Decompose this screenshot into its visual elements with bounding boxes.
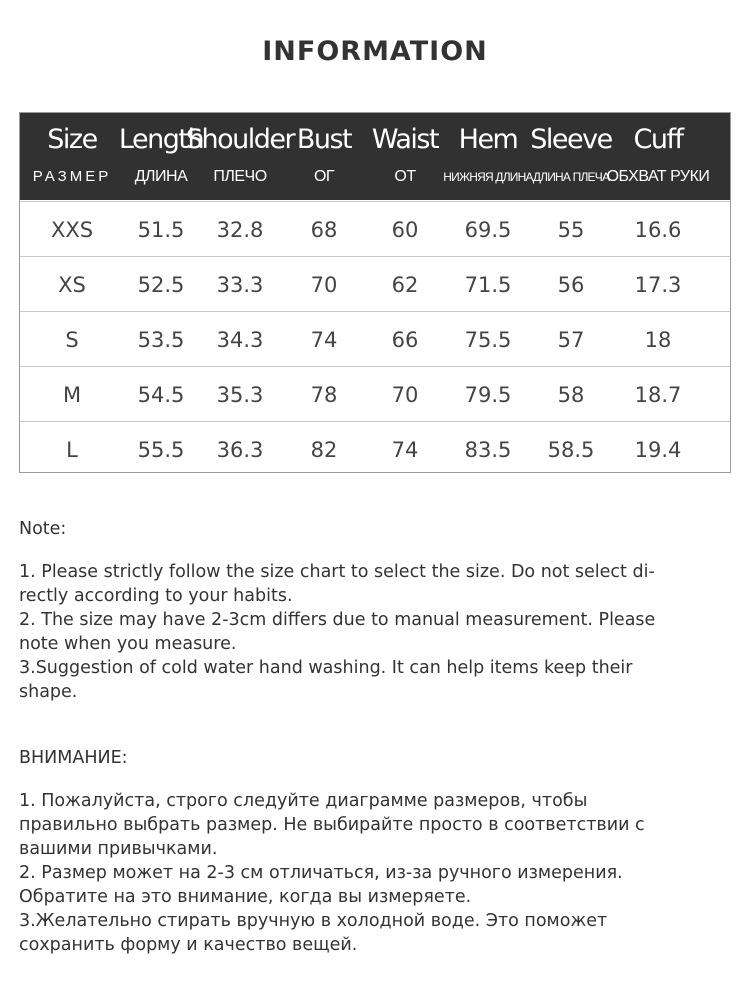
note-line: 2. The size may have 2-3cm differs due to manual measurement. Please — [19, 610, 656, 630]
note-heading: Note: — [19, 519, 67, 539]
attention-line: 1. Пожалуйста, строго следуйте диаграмме размеров, чтобы — [19, 791, 588, 811]
cell-size: XXS — [50, 218, 94, 242]
attention-line: 3.Желательно стирать вручную в холодной воде. Это поможет — [19, 911, 608, 931]
table-row — [20, 201, 730, 256]
cell-sleeve: 55 — [557, 218, 585, 242]
header-hem-ru: НИЖНЯЯ ДЛИНА — [443, 170, 533, 184]
cell-bust: 70 — [310, 273, 338, 297]
attention-line: правильно выбрать размер. Не выбирайте просто в соответствии с — [19, 815, 645, 835]
header-waist-en: Waist — [371, 124, 439, 155]
note-line: 3.Suggestion of cold water hand washing. It can help items keep their — [19, 658, 633, 678]
header-cuff-en: Cuff — [633, 124, 683, 155]
cell-waist: 74 — [391, 438, 419, 462]
cell-hem: 83.5 — [464, 438, 512, 462]
cell-size: L — [66, 438, 78, 462]
page-title: INFORMATION — [262, 36, 488, 67]
cell-size: M — [62, 383, 82, 407]
header-bust-en: Bust — [296, 124, 352, 155]
cell-length: 52.5 — [137, 273, 185, 297]
cell-length: 51.5 — [137, 218, 185, 242]
cell-cuff: 18.7 — [634, 383, 682, 407]
attention-line: вашими привычками. — [19, 839, 218, 859]
cell-length: 54.5 — [137, 383, 185, 407]
cell-length: 55.5 — [137, 438, 185, 462]
cell-sleeve: 58.5 — [547, 438, 595, 462]
header-cuff — [606, 113, 710, 200]
cell-size: S — [65, 328, 79, 352]
table-row — [20, 311, 730, 366]
cell-waist: 60 — [391, 218, 419, 242]
table-row — [20, 421, 730, 476]
cell-cuff: 17.3 — [634, 273, 682, 297]
cell-length: 53.5 — [137, 328, 185, 352]
cell-cuff: 18 — [644, 328, 672, 352]
cell-hem: 79.5 — [464, 383, 512, 407]
cell-shoulder: 35.3 — [216, 383, 264, 407]
cell-bust: 74 — [310, 328, 338, 352]
header-waist-ru: ОТ — [394, 168, 416, 185]
header-size-ru: РАЗМЕР — [32, 168, 112, 185]
note-line: 1. Please strictly follow the size chart to select the size. Do not select di- — [19, 562, 655, 582]
attention-line: 2. Размер может на 2-3 см отличаться, из-за ручного измерения. — [19, 863, 623, 883]
cell-sleeve: 58 — [557, 383, 585, 407]
header-sleeve-en: Sleeve — [530, 124, 612, 155]
header-length-en: Length — [118, 124, 204, 155]
cell-sleeve: 57 — [557, 328, 585, 352]
header-cuff-ru: ОБХВАТ РУКИ — [606, 168, 710, 185]
note-text — [19, 560, 734, 704]
cell-hem: 71.5 — [464, 273, 512, 297]
cell-shoulder: 36.3 — [216, 438, 264, 462]
cell-bust: 68 — [310, 218, 338, 242]
cell-waist: 70 — [391, 383, 419, 407]
cell-waist: 62 — [391, 273, 419, 297]
note-line: rectly according to your habits. — [19, 586, 293, 606]
cell-hem: 75.5 — [464, 328, 512, 352]
table-row — [20, 366, 730, 421]
attention-line: Обратите на это внимание, когда вы измеряете. — [19, 887, 472, 907]
cell-size: XS — [58, 273, 86, 297]
note-line: note when you measure. — [19, 634, 237, 654]
note-line: shape. — [19, 682, 78, 702]
cell-shoulder: 33.3 — [216, 273, 264, 297]
header-shoulder-en: Shoulder — [185, 124, 295, 155]
cell-sleeve: 56 — [557, 273, 585, 297]
cell-waist: 66 — [391, 328, 419, 352]
header-size — [32, 113, 112, 200]
attention-line: сохранить форму и качество вещей. — [19, 935, 358, 955]
cell-cuff: 16.6 — [634, 218, 682, 242]
cell-shoulder: 34.3 — [216, 328, 264, 352]
table-row — [20, 256, 730, 311]
header-bust-ru: ОГ — [313, 168, 335, 185]
header-shoulder-ru: ПЛЕЧО — [213, 168, 267, 185]
header-hem-en: Hem — [458, 124, 518, 155]
cell-cuff: 19.4 — [634, 438, 682, 462]
header-size-en: Size — [47, 124, 97, 155]
size-chart-table — [19, 112, 731, 473]
attention-text — [19, 789, 734, 957]
cell-bust: 82 — [310, 438, 338, 462]
header-sleeve-ru: ДЛИНА ПЛЕЧА — [532, 170, 610, 184]
header-length-ru: ДЛИНА — [134, 168, 188, 185]
cell-bust: 78 — [310, 383, 338, 407]
attention-heading: ВНИМАНИЕ: — [19, 748, 128, 768]
table-header — [20, 113, 730, 200]
cell-shoulder: 32.8 — [216, 218, 264, 242]
cell-hem: 69.5 — [464, 218, 512, 242]
